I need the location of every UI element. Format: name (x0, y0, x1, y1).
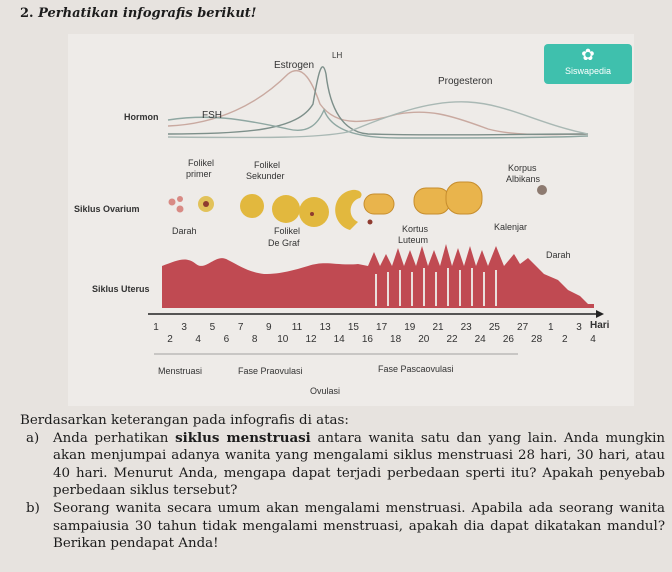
hormone-row-label: Hormon (124, 112, 159, 122)
secondary-follicle-label-1: Folikel (254, 160, 281, 170)
primary-follicle-label-2: primer (186, 169, 212, 179)
primary-follicle-small (169, 199, 176, 206)
primary-follicle-small-2 (177, 196, 183, 202)
uterine-lining (162, 244, 594, 308)
day-number: 5 (209, 322, 216, 333)
days-label: Hari (590, 320, 610, 331)
day-axis-arrow (596, 310, 604, 318)
day-number: 23 (460, 322, 472, 333)
day-number: 8 (251, 334, 258, 345)
intro-line: Berdasarkan keterangan pada infografis di atas: (20, 413, 349, 428)
blood-label: Darah (172, 226, 197, 236)
estrogen-label: Estrogen (274, 60, 315, 71)
question-a-bold: siklus menstruasi (175, 429, 311, 446)
uterine-row-label: Siklus Uterus (92, 284, 150, 294)
menstrual-cycle-infographic (68, 34, 634, 406)
day-number: 4 (195, 334, 201, 345)
corpus-albicans-label-1: Korpus (508, 163, 537, 173)
question-a-pre: Anda perhatikan (53, 430, 176, 446)
day-number: 2 (562, 334, 568, 345)
corpus-albicans-label-2: Albikans (506, 174, 541, 184)
fsh-label: FSH (202, 110, 222, 121)
day-number: 14 (333, 334, 345, 345)
day-number: 3 (181, 322, 187, 333)
day-number: 26 (502, 334, 514, 345)
question-number: 2. (20, 6, 34, 21)
question-b-marker: b) (26, 500, 40, 516)
secondary-follicle-2 (272, 195, 300, 223)
graaf-follicle-label-2: De Graf (268, 238, 300, 248)
lh-label: LH (332, 51, 343, 60)
graaf-follicle (299, 197, 329, 227)
primary-follicle-small-3 (177, 206, 184, 213)
postovulation-phase-label: Fase Pascaovulasi (378, 364, 454, 374)
progesterone-label: Progesteron (438, 76, 493, 87)
lh-curve (168, 67, 588, 135)
question-text (20, 412, 665, 553)
day-number: 22 (446, 334, 458, 345)
day-number: 24 (474, 334, 486, 345)
question-a-marker: a) (26, 430, 40, 446)
day-number: 15 (347, 322, 359, 333)
released-ovum (368, 220, 373, 225)
badge-text: Siswapedia (564, 66, 612, 76)
day-numbers-odd (153, 322, 582, 333)
corpus-luteum-1 (364, 194, 394, 214)
infographic-drawing (68, 34, 634, 406)
growing-follicle-core (203, 201, 209, 207)
day-number: 1 (153, 322, 159, 333)
day-number: 28 (531, 334, 543, 345)
day-numbers-even (167, 334, 596, 345)
follicle-stages (169, 182, 548, 230)
secondary-follicle-label-2: Sekunder (246, 171, 285, 181)
ruptured-follicle (335, 190, 361, 230)
question-heading (20, 6, 257, 21)
day-number: 4 (590, 334, 596, 345)
question-a-post: antara wanita satu dan yang lain. Anda mungkin akan menjumpai adanya wanita yang mengalami siklus menstruasi 28 hari, 30 hari, atau 40 hari. Menurut Anda, mengapa dapat terjadi perbedaan sperti itu? Apakah penyebab perbedaan siklus tersebut? (53, 430, 665, 499)
day-number: 2 (167, 334, 173, 345)
question-b-text: Seorang wanita secara umum akan mengalami menstruasi. Apabila ada seorang wanita sampaiusia 30 tahun tidak mengalami menstruasi, apakah dia dapat dikatakan mandul? Berikan pendapat Anda! (53, 500, 665, 552)
corpus-luteum-label-2: Luteum (398, 235, 429, 245)
day-number: 25 (488, 322, 500, 333)
day-number: 17 (376, 322, 388, 333)
day-number: 9 (266, 322, 272, 333)
day-number: 1 (548, 322, 554, 333)
question-b (20, 500, 665, 553)
day-number: 12 (305, 334, 317, 345)
day-number: 27 (517, 322, 529, 333)
graaf-follicle-label-1: Folikel (274, 226, 301, 236)
flower-icon: ✿ (581, 47, 595, 64)
corpus-luteum-label-1: Kortus (402, 224, 429, 234)
day-number: 21 (432, 322, 444, 333)
corpus-luteum-2 (414, 188, 450, 214)
siswapedia-badge (544, 44, 632, 84)
ovulation-phase-label: Ovulasi (310, 386, 341, 396)
day-number: 10 (277, 334, 289, 345)
question-a (20, 430, 665, 500)
estrogen-curve (168, 71, 588, 135)
day-number: 19 (404, 322, 416, 333)
blood-label-2: Darah (546, 250, 571, 260)
gland-label: Kalenjar (494, 222, 528, 232)
day-number: 13 (319, 322, 331, 333)
question-a-text (53, 430, 665, 500)
corpus-luteum-3 (446, 182, 482, 214)
day-number: 7 (237, 322, 244, 333)
menstruation-phase-label: Menstruasi (158, 366, 203, 376)
question-title: Perhatikan infografis berikut! (38, 6, 257, 21)
corpus-albicans (537, 185, 547, 195)
day-number: 3 (576, 322, 582, 333)
primary-follicle-label-1: Folikel (188, 158, 215, 168)
ovarian-row-label: Siklus Ovarium (74, 204, 140, 214)
preovulation-phase-label: Fase Praovulasi (238, 366, 303, 376)
day-number: 20 (418, 334, 430, 345)
day-number: 16 (361, 334, 373, 345)
day-number: 6 (223, 334, 230, 345)
secondary-follicle (240, 194, 264, 218)
graaf-follicle-core (310, 212, 314, 216)
day-number: 18 (390, 334, 402, 345)
day-number: 11 (291, 322, 303, 333)
hormone-curves (168, 67, 588, 138)
